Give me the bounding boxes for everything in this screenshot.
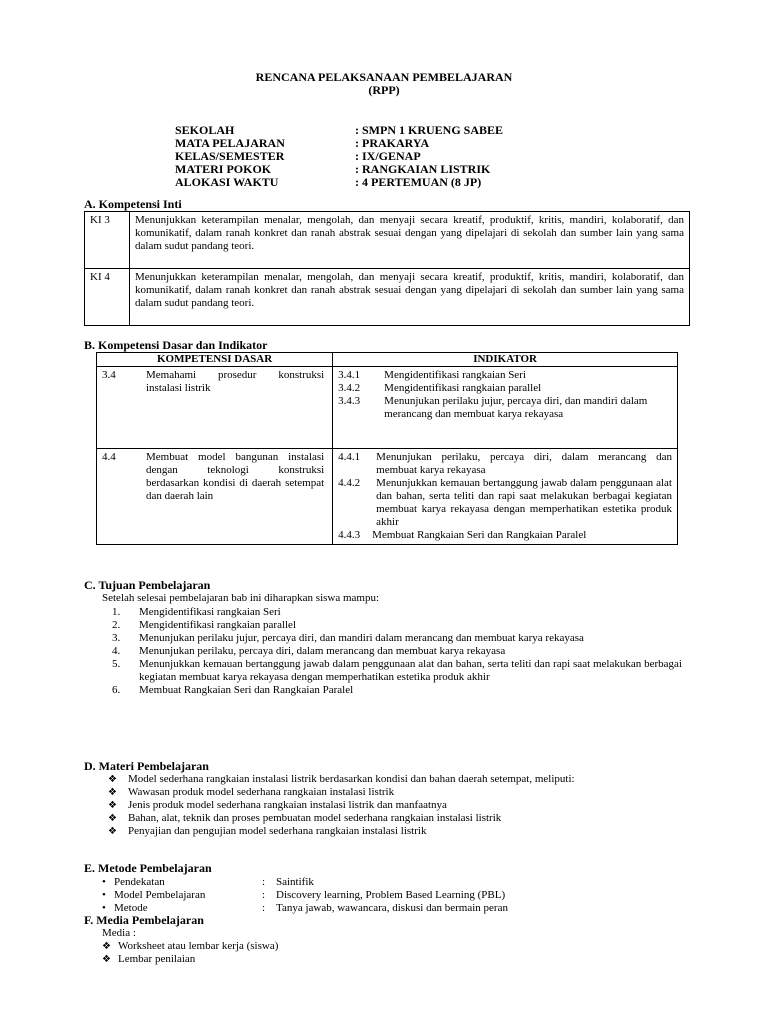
diamond-bullet-icon: ❖ <box>108 826 117 837</box>
dot-bullet-icon: • <box>102 902 106 914</box>
kd-code: 3.4 <box>97 367 142 449</box>
list-item: 1. Mengidentifikasi rangkaian Seri <box>112 606 281 618</box>
indicator-item: 4.4.3 Membuat Rangkaian Seri dan Rangkaian Paralel <box>338 529 587 541</box>
ki-code: KI 4 <box>85 269 130 326</box>
table-header-row <box>97 353 678 367</box>
table-row <box>97 449 678 545</box>
kd-text: Memahami prosedur konstruksi instalasi listrik <box>141 367 333 449</box>
identity-row: MATA PELAJARAN : PRAKARYA <box>175 136 430 150</box>
col-kompetensi-dasar: KOMPETENSI DASAR <box>97 353 333 367</box>
dot-bullet-icon: • <box>102 876 106 888</box>
section-f-heading: F. Media Pembelajaran <box>84 913 204 927</box>
indicator-item: 3.4.2 Mengidentifikasi rangkaian parallel <box>338 382 542 394</box>
metode-row: • Pendekatan : Saintifik <box>102 876 314 888</box>
kompetensi-inti-table <box>84 211 690 326</box>
section-f-intro: Media : <box>102 927 136 939</box>
kd-text: Membuat model bangunan instalasi dengan teknologi konstruksi berdasarkan kondisi di daerah setempat dan daerah lain <box>141 449 333 545</box>
metode-row: • Metode : Tanya jawab, wawancara, diskusi dan bermain peran <box>102 902 508 914</box>
list-item: ❖ Wawasan produk model sederhana rangkaian instalasi listrik <box>108 786 395 798</box>
tujuan-list <box>112 606 682 697</box>
indicator-cell <box>333 449 678 545</box>
section-a-heading: A. Kompetensi Inti <box>84 197 182 211</box>
ki-code: KI 3 <box>85 212 130 269</box>
materi-list <box>108 773 684 838</box>
list-item: 4. Menunjukan perilaku, percaya diri, dalam merancang dan membuat karya rekayasa <box>112 645 506 657</box>
list-item: ❖ Worksheet atau lembar kerja (siswa) <box>102 940 279 952</box>
diamond-bullet-icon: ❖ <box>108 800 117 811</box>
ki-text: Menunjukkan keterampilan menalar, mengolah, dan menyaji secara kreatif, produktif, kritis, mandiri, kolaboratif, dan komunikatif, dalam ranah konkret dan ranah abstrak sesuai dengan yang dipelajari di sekolah dan sumber lain yang sama dalam sudut pandang teori. <box>130 269 690 326</box>
list-item: ❖ Penyajian dan pengujian model sederhana rangkaian instalasi listrik <box>108 825 427 837</box>
kd-code: 4.4 <box>97 449 142 545</box>
list-item: 2. Mengidentifikasi rangkaian parallel <box>112 619 296 631</box>
table-row <box>85 269 690 326</box>
media-list <box>102 940 678 966</box>
diamond-bullet-icon: ❖ <box>108 774 117 785</box>
identity-row: KELAS/SEMESTER : IX/GENAP <box>175 149 421 163</box>
col-indikator: INDIKATOR <box>333 353 678 367</box>
doc-title: RENCANA PELAKSANAAN PEMBELAJARAN <box>255 70 513 84</box>
section-d-heading: D. Materi Pembelajaran <box>84 759 209 773</box>
indicator-item: 3.4.1 Mengidentifikasi rangkaian Seri <box>338 369 526 381</box>
list-item: 6. Membuat Rangkaian Seri dan Rangkaian Paralel <box>112 684 354 696</box>
kompetensi-dasar-table <box>96 352 678 545</box>
diamond-bullet-icon: ❖ <box>108 813 117 824</box>
section-b-heading: B. Kompetensi Dasar dan Indikator <box>84 338 268 352</box>
identity-row: MATERI POKOK : RANGKAIAN LISTRIK <box>175 162 491 176</box>
indicator-item: 4.4.1 Menunjukan perilaku, percaya diri, dalam merancang dan membuat karya rekayasa <box>338 451 672 476</box>
section-e-heading: E. Metode Pembelajaran <box>84 861 212 875</box>
list-item: ❖ Model sederhana rangkaian instalasi listrik berdasarkan kondisi dan bahan daerah setempat, meliputi: <box>108 773 575 785</box>
list-item: 5. Menunjukkan kemauan bertanggung jawab dalam penggunaan alat dan bahan, serta teliti dan rapi saat melakukan berbagai kegiatan membuat karya rekayasa dengan memperhatikan estetika produk akhir <box>112 658 682 683</box>
ki-text: Menunjukkan keterampilan menalar, mengolah, dan menyaji secara kreatif, produktif, kritis, mandiri, kolaboratif, dan komunikatif, dalam ranah konkret dan ranah abstrak sesuai dengan yang dipelajari di sekolah dan sumber lain yang sama dalam sudut pandang teori. <box>130 212 690 269</box>
indicator-item: 3.4.3 Menunjukan perilaku jujur, percaya diri, dan mandiri dalam merancang dan membuat karya rekayasa <box>338 395 648 420</box>
table-row <box>97 367 678 449</box>
identity-row: SEKOLAH : SMPN 1 KRUENG SABEE <box>175 123 504 137</box>
table-row <box>85 212 690 269</box>
section-c-heading: C. Tujuan Pembelajaran <box>84 578 211 592</box>
list-item: ❖ Bahan, alat, teknik dan proses pembuatan model sederhana rangkaian instalasi listrik <box>108 812 502 824</box>
doc-subtitle: (RPP) <box>368 83 400 97</box>
diamond-bullet-icon: ❖ <box>102 954 111 965</box>
list-item: ❖ Jenis produk model sederhana rangkaian instalasi listrik dan manfaatnya <box>108 799 447 811</box>
identity-row: ALOKASI WAKTU : 4 PERTEMUAN (8 JP) <box>175 175 482 189</box>
list-item: ❖ Lembar penilaian <box>102 953 196 965</box>
diamond-bullet-icon: ❖ <box>102 941 111 952</box>
section-c-intro: Setelah selesai pembelajaran bab ini diharapkan siswa mampu: <box>102 592 380 604</box>
indicator-item: 4.4.2 Menunjukkan kemauan bertanggung jawab dalam penggunaan alat dan bahan, serta teliti dan rapi saat melakukan berbagai kegiatan membuat karya rekayasa dengan memperhatikan estetika produk akhir <box>338 477 672 528</box>
list-item: 3. Menunjukan perilaku jujur, percaya diri, dan mandiri dalam merancang dan membuat karya rekayasa <box>112 632 584 644</box>
metode-row: • Model Pembelajaran : Discovery learning, Problem Based Learning (PBL) <box>102 889 506 901</box>
dot-bullet-icon: • <box>102 889 106 901</box>
diamond-bullet-icon: ❖ <box>108 787 117 798</box>
indicator-cell <box>333 367 678 449</box>
